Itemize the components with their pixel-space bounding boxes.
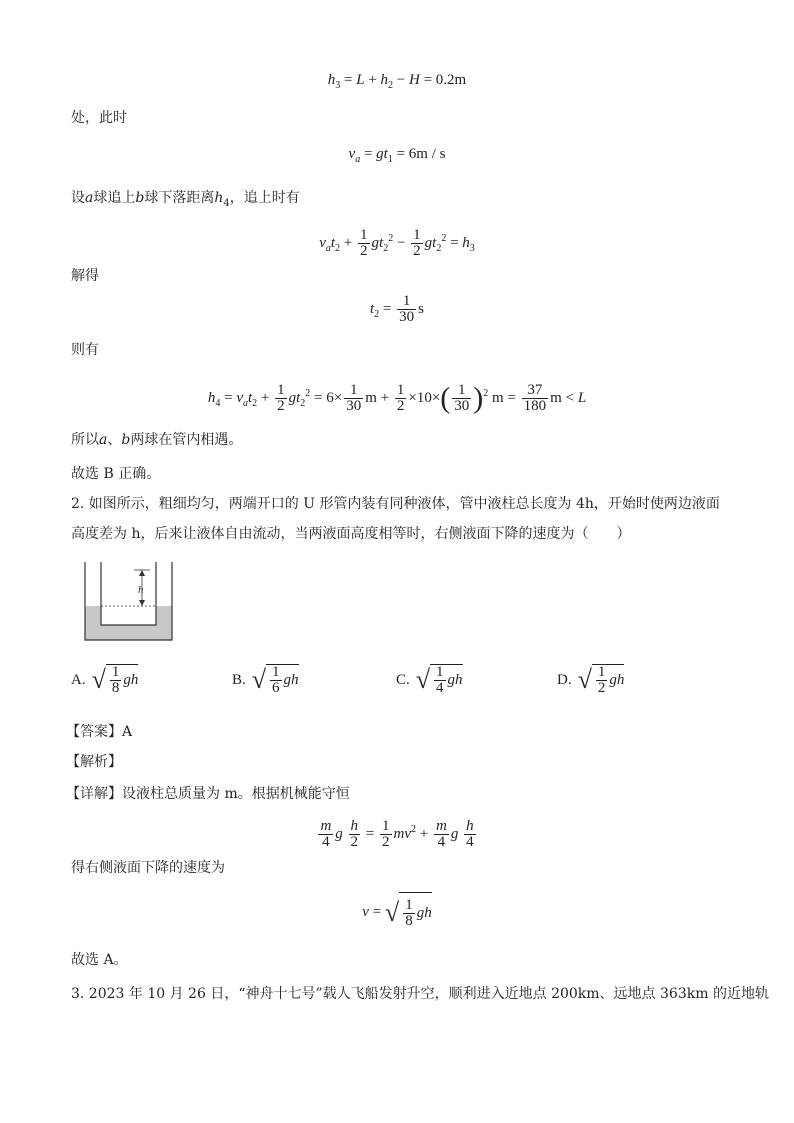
arrow-head-down — [139, 600, 145, 606]
equation-t2: $t_2$ = $\frac{1}{30}$ s — [370, 293, 424, 326]
equation-va: $v_a = gt_1 = 6m / s$ — [348, 146, 446, 165]
option-c[interactable]: C. √ $\frac{1}{4}$ gh — [396, 664, 463, 696]
text-line-5: 所以a、b两球在管内相遇。 — [71, 432, 243, 448]
option-d[interactable]: D. √ $\frac{1}{2}$ gh — [557, 664, 625, 696]
text-line-4: 则有 — [71, 342, 99, 358]
arrow-head-up — [139, 570, 145, 576]
equation-meet: $v_at_2$ + $\frac{1}{2}$ $gt_2^2$ − $\frac{1}{2}$ $gt_2^2 = h_3$ — [319, 227, 475, 260]
liquid-fill — [85, 606, 172, 640]
detail-line: 【详解】设液柱总质量为 m。根据机械能守恒 — [66, 786, 350, 802]
answer-line: 【答案】A — [66, 724, 133, 740]
option-b[interactable]: B. √ $\frac{1}{6}$ gh — [232, 664, 299, 696]
result-line: 得右侧液面下降的速度为 — [71, 860, 225, 876]
equation-h4: $h_4 = v_at_2$ + $\frac{1}{2}$ $gt_2^2 = 6\times$ $\frac{1}{30}$ m + $\frac{1}{2}$ ×10×( $\frac{1}{30}$ )$^2$ m = $\frac{37}{180}$ m < L — [207, 381, 587, 415]
option-a[interactable]: A. √ $\frac{1}{8}$ gh — [71, 664, 139, 696]
equation-h3: $h_3 = L + h_2 - H = 0.2m$ — [327, 72, 467, 91]
choose-a-line: 故选 A。 — [71, 952, 128, 968]
question-2-line-2: 高度差为 h，后来让液体自由流动，当两液面高度相等时，右侧液面下降的速度为（ ） — [71, 526, 631, 542]
text-line-6: 故选 B 正确。 — [71, 466, 161, 482]
question-3-line: 3. 2023 年 10 月 26 日，“神舟十七号”载人飞船发射升空，顺利进入近地点 200km、远地点 363km 的近地轨 — [71, 986, 769, 1002]
equation-energy: $\frac{m}{4}$ g $\frac{h}{2}$ = $\frac{1}{2}$ $mv^2$ + $\frac{m}{4}$ g $\frac{h}{4}$ — [320, 818, 474, 851]
text-line-3: 解得 — [71, 268, 99, 284]
text-line-2: 设a球追上b球下落距离$h_4$，追上时有 — [71, 190, 300, 209]
text-line-1: 处，此时 — [71, 110, 127, 126]
question-2-line-1: 2. 如图所示，粗细均匀，两端开口的 U 形管内装有同种液体，管中液柱总长度为 4h，开始时使两边液面 — [71, 496, 720, 512]
height-label: h — [138, 584, 144, 596]
equation-v: v = √ $\frac{1}{8}$ gh — [0, 892, 794, 933]
analysis-label: 【解析】 — [66, 754, 122, 770]
u-tube-figure — [82, 562, 178, 642]
